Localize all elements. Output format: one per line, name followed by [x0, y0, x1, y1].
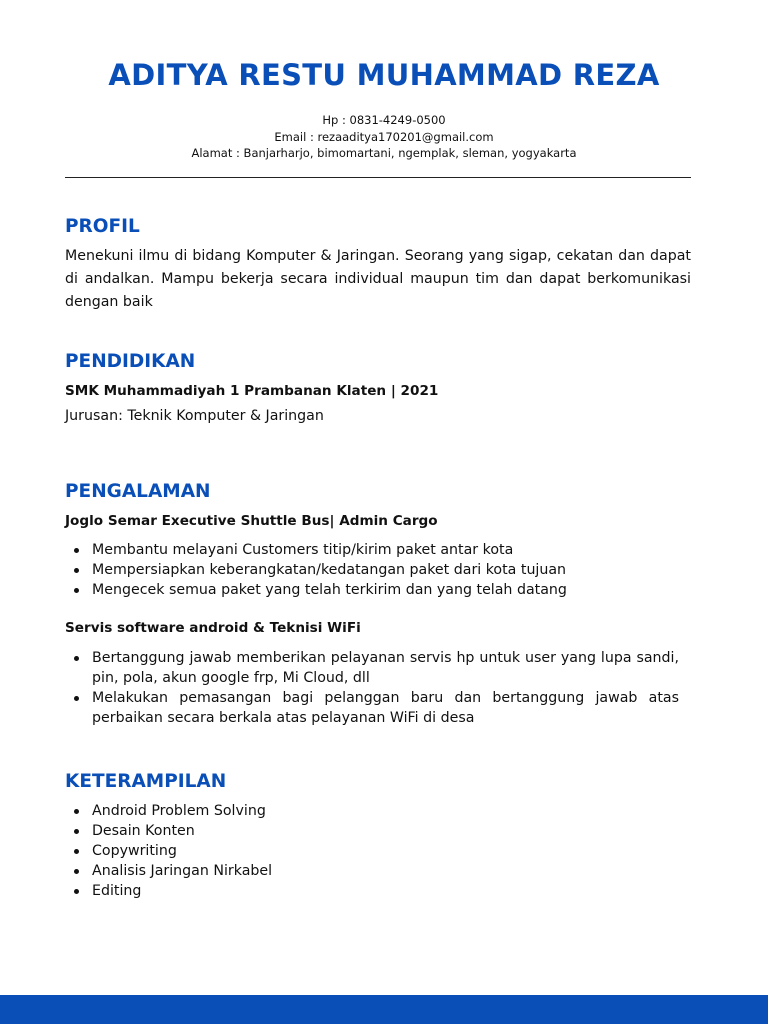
list-item: Membantu melayani Customers titip/kirim paket antar kota [65, 540, 679, 560]
section-title-keterampilan: KETERAMPILAN [65, 771, 227, 792]
footer-accent-bar [0, 995, 768, 1024]
contact-email: Email : rezaaditya170201@gmail.com [274, 129, 494, 144]
list-item: Analisis Jaringan Nirkabel [65, 861, 679, 881]
resume-name: ADITYA RESTU MUHAMMAD REZA [108, 58, 660, 92]
list-item: Desain Konten [65, 821, 679, 841]
job-points-list [65, 540, 679, 600]
list-item: Copywriting [65, 841, 679, 861]
section-title-pengalaman: PENGALAMAN [65, 481, 211, 502]
section-title-pendidikan: PENDIDIKAN [65, 351, 196, 372]
contact-address: Alamat : Banjarharjo, bimomartani, ngemplak, sleman, yogyakarta [191, 146, 577, 160]
profil-text: Menekuni ilmu di bidang Komputer & Jaringan. Seorang yang sigap, cekatan dan dapat di andalkan. Mampu bekerja secara individual maupun tim dan dapat berkomunikasi dengan baik [65, 248, 691, 310]
list-item: Mengecek semua paket yang telah terkirim dan yang telah datang [65, 580, 679, 600]
section-title-profil: PROFIL [65, 216, 140, 237]
list-item: Bertanggung jawab memberikan pelayanan servis hp untuk user yang lupa sandi, pin, pola, akun google frp, Mi Cloud, dll [65, 648, 679, 688]
contact-block [0, 112, 768, 162]
education-major: Jurusan: Teknik Komputer & Jaringan [65, 408, 324, 424]
contact-phone: Hp : 0831-4249-0500 [322, 113, 446, 127]
header-divider [65, 177, 691, 178]
list-item: Editing [65, 881, 679, 901]
list-item: Mempersiapkan keberangkatan/kedatangan paket dari kota tujuan [65, 560, 679, 580]
education-school: SMK Muhammadiyah 1 Prambanan Klaten | 2021 [65, 383, 439, 399]
skills-list [65, 801, 679, 901]
list-item: Android Problem Solving [65, 801, 679, 821]
list-item: Melakukan pemasangan bagi pelanggan baru dan bertanggung jawab atas perbaikan secara berkala atas pelayanan WiFi di desa [65, 688, 679, 728]
job-heading: Joglo Semar Executive Shuttle Bus| Admin Cargo [65, 513, 438, 529]
job-heading: Servis software android & Teknisi WiFi [65, 620, 361, 636]
job-points-list [65, 648, 679, 728]
